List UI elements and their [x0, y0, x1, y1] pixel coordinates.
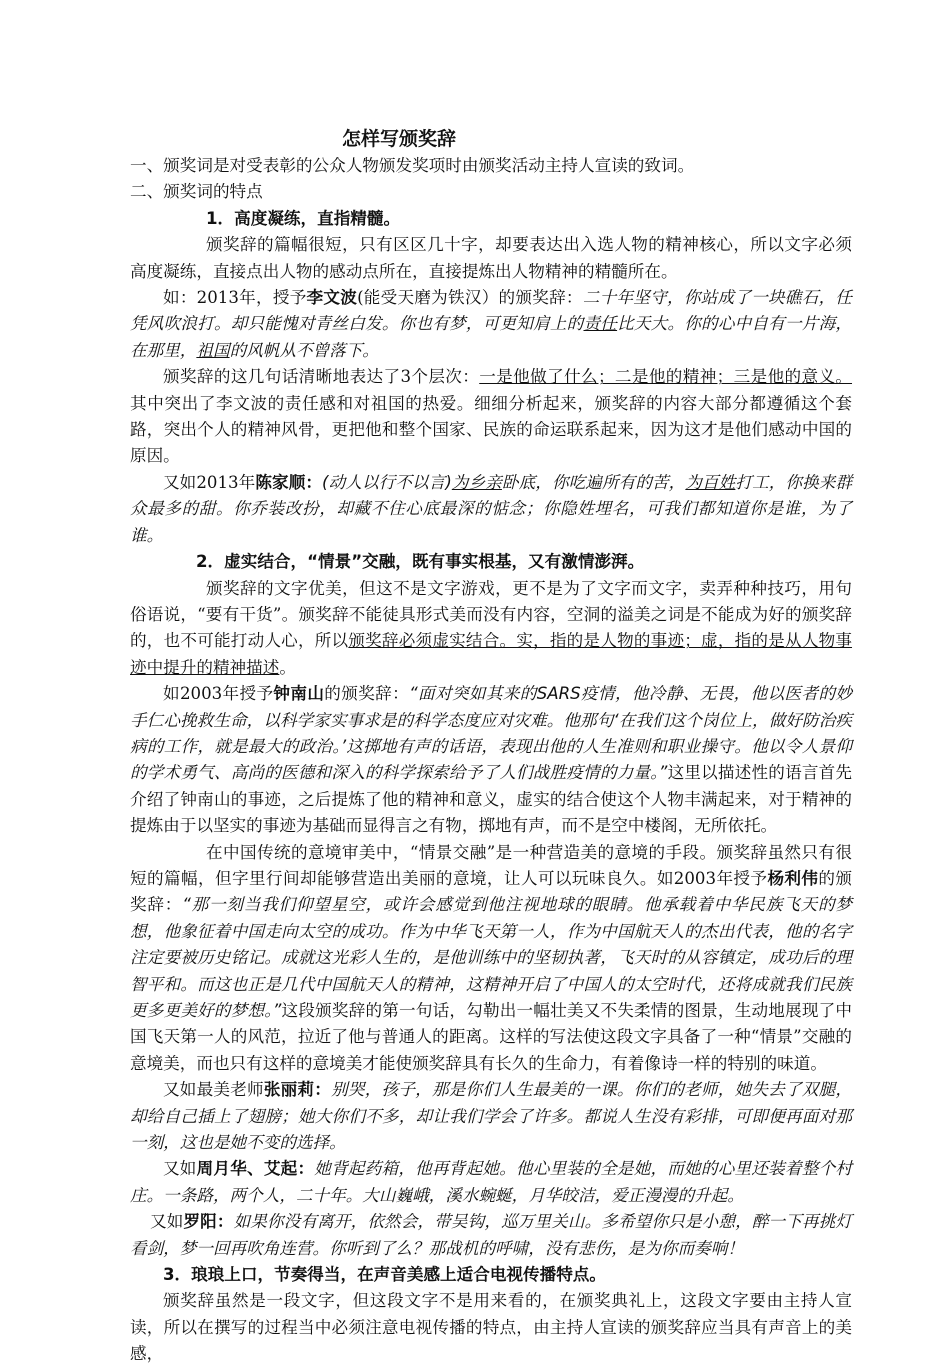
document-body — [130, 126, 852, 1368]
underlined-word: 为百姓 — [685, 472, 736, 492]
example-prefix: 如2003年授予 — [163, 684, 274, 704]
award-quote: 她背起药箱，他再背起她。他心里装的全是她，而她的心里还装着整个村庄。一条路，两个人，二十年。大山巍峨，溪水蜿蜒，月华皎洁，爱正漫漫的升起。 — [130, 1159, 853, 1205]
award-quote: 的风帆从不曾落下。 — [229, 340, 379, 360]
person-name-chen-jiashun: 陈家顺： — [255, 472, 323, 492]
example-prefix: 又如 — [150, 1212, 184, 1232]
point-2-paragraph — [130, 576, 852, 682]
example-li-wenbo — [130, 285, 852, 364]
example-prefix: 又如 — [163, 1159, 197, 1179]
example-prefix: 又如最美老师 — [163, 1080, 264, 1100]
underlined-phrase: 一是他做了什么；二是他的精神；三是他的意义。 — [479, 367, 853, 387]
award-quote: 二十年坚守，你站成了一块礁石，任凭风吹浪打。却只能愧对青丝白发。你也有梦，可更知肩上的 — [130, 288, 853, 334]
underlined-word: 责任 — [583, 314, 618, 334]
award-quote: 如果你没有离开，依然会，带吴钩，巡万里关山。多希望你只是小憩，醉一下再挑灯看剑，梦一回再吹角连营。你听到了么？那战机的呼啸，没有悲伤，是为你而奏响！ — [130, 1212, 853, 1258]
award-quote: “那一刻当我们仰望星空，或许会感觉到他注视地球的眼睛。他承载着中华民族飞天的梦想，他象征着中国走向太空的成功。作为中华飞天第一人，作为中国航天人的杰出代表，他的名字注定要被历史铭记。成就这光彩人生的，是他训练中的坚韧执著，飞天时的从容镇定，成功后的理智平和。而这也正是几代中国航天人的精神，这精神开启了中国人的太空时代，还将成就我们民族更多更美好的梦想。” — [130, 895, 852, 1020]
point-2-heading: 2．虚实结合，“情景”交融，既有事实根基，又有激情澎湃。 — [196, 552, 645, 572]
underlined-word: 为乡亲 — [451, 472, 502, 492]
example-prefix: 又如2013年 — [163, 472, 256, 492]
example-chen-jiashun — [130, 470, 852, 549]
underlined-phrase: 颁奖辞必须虚实结合。实，指的是人物的事迹；虚，指的是从人物事迹中提升的精神描述 — [130, 631, 853, 677]
award-quote: 卧底，你吃遍所有的苦， — [501, 472, 686, 492]
person-name-zhou-yuehua: 周月华、艾起： — [196, 1159, 315, 1179]
award-quote: “面对突如其来的SARS疫情，他冷静、无畏，他以医者的妙手仁心挽救生命，以科学家实事求是的科学态度应对灾难。他那句‘在我们这个岗位上，做好防治疾病的工作，就是最大的政治。’这掷地有声的话语，表现出他的人生准则和职业操守。他以令人景仰的学术勇气、高尚的医德和深入的科学探索给予了人们战胜疫情的力量。” — [130, 684, 853, 783]
analysis-paragraph — [130, 364, 852, 470]
point-1-paragraph: 颁奖辞的篇幅很短，只有区区几十字，却要表达出入选人物的精神核心，所以文字必须高度凝练，直接点出人物的感动点所在，直接提炼出人物精神的精髓所在。 — [130, 235, 852, 281]
example-zhou-yuehua — [130, 1156, 852, 1209]
paragraph-text: 颁奖辞的文字优美，但这不是文字游戏，更不是为了文字而文字，卖弄种种技巧，用句俗语说，“要有干货”。颁奖辞不能徒具形式美而没有内容，空洞的溢美之词是不能成为好的颁奖辞的，也不可能打动人心，所以 — [130, 578, 852, 651]
paragraph-text: 。 — [279, 657, 296, 677]
section-features: 二、颁奖词的特点 — [130, 182, 263, 202]
award-quote: 别哭，孩子，那是你们人生最美的一课。你们的老师，她失去了双腿，却给自己插上了翅膀；她大你们不多，却让我们学会了许多。都说人生没有彩排，可即便再面对那一刻，这也是她不变的选择。 — [130, 1080, 853, 1153]
person-name-zhong-nanshan: 钟南山 — [273, 684, 325, 704]
example-zhong-nanshan — [130, 681, 852, 839]
analysis-text: 颁奖辞的这几句话清晰地表达了3个层次： — [163, 367, 480, 387]
award-quote: 比天大。你的心中自有一片海，在那里， — [130, 314, 853, 360]
point-3-heading: 3．琅琅上口，节奏得当，在声音美感上适合电视传播特点。 — [163, 1265, 606, 1285]
person-name-luo-yang: 罗阳： — [183, 1212, 234, 1232]
example-analysis: 这段颁奖辞的第一句话，勾勒出一幅壮美又不失柔情的图景，生动地展现了中国飞天第一人的风范，拉近了他与普通人的距离。这样的写法使这段文字具备了一种“情景”交融的意境美，而也只有这样的意境美才能使颁奖辞具有长久的生命力，有着像诗一样的特别的味道。 — [130, 1001, 853, 1073]
point-3-paragraph: 颁奖辞虽然是一段文字，但这段文字不是用来看的，在颁奖典礼上，这段文字要由主持人宣读，所以在撰写的过程当中必须注意电视传播的特点，由主持人宣读的颁奖辞应当具有声音上的美感， — [130, 1291, 852, 1364]
section-definition: 一、颁奖词是对受表彰的公众人物颁发奖项时由颁奖活动主持人宣读的致词。 — [130, 156, 695, 175]
example-zhang-lili — [130, 1077, 852, 1156]
underlined-word: 祖国 — [196, 340, 230, 360]
person-name-yang-liwei: 杨利伟 — [767, 868, 819, 888]
example-analysis: 这里以描述性的语言首先介绍了钟南山的事迹，之后提炼了他的精神和意义，虚实的结合使这个人物丰满起来，对于精神的提炼由于以坚实的事迹为基础而显得言之有物，掷地有声，而不是空中楼阁，无所依托。 — [130, 763, 853, 836]
analysis-text: 其中突出了李文波的责任感和对祖国的热爱。细细分析起来，颁奖辞的内容大部分都遵循这个套路，突出个人的精神风骨，更把他和整个国家、民族的命运联系起来，因为这才是他们感动中国的原因。 — [130, 393, 852, 466]
paragraph-text: 的颁奖辞： — [130, 868, 853, 915]
person-name-zhang-lili: 张丽莉： — [263, 1080, 332, 1100]
point-1-heading: 1．高度凝练，直指精髓。 — [206, 208, 401, 228]
example-prefix: 如：2013年，授予 — [163, 288, 307, 308]
award-quote: 打工，你换来群众最多的甜。你乔装改扮，却藏不住心底最深的惦念；你隐姓埋名，可我们都知道你是谁，为了谁。 — [130, 472, 853, 545]
example-paren: (能受天磨为铁汉）的颁奖辞： — [357, 288, 583, 308]
paragraph-text: 在中国传统的意境审美中，“情景交融”是一种营造美的意境的手段。颁奖辞虽然只有很短的篇幅，但字里行间却能够营造出美丽的意境，让人可以玩味良久。如2003年授予 — [130, 842, 852, 888]
example-luo-yang — [130, 1209, 852, 1262]
example-yang-liwei — [130, 840, 852, 1078]
document-title: 怎样写颁奖辞 — [342, 128, 457, 150]
example-text: 的颁奖辞： — [324, 684, 410, 704]
person-name-li-wenbo: 李文波 — [306, 288, 358, 308]
example-paren: (动人以行不以言) — [322, 472, 452, 492]
